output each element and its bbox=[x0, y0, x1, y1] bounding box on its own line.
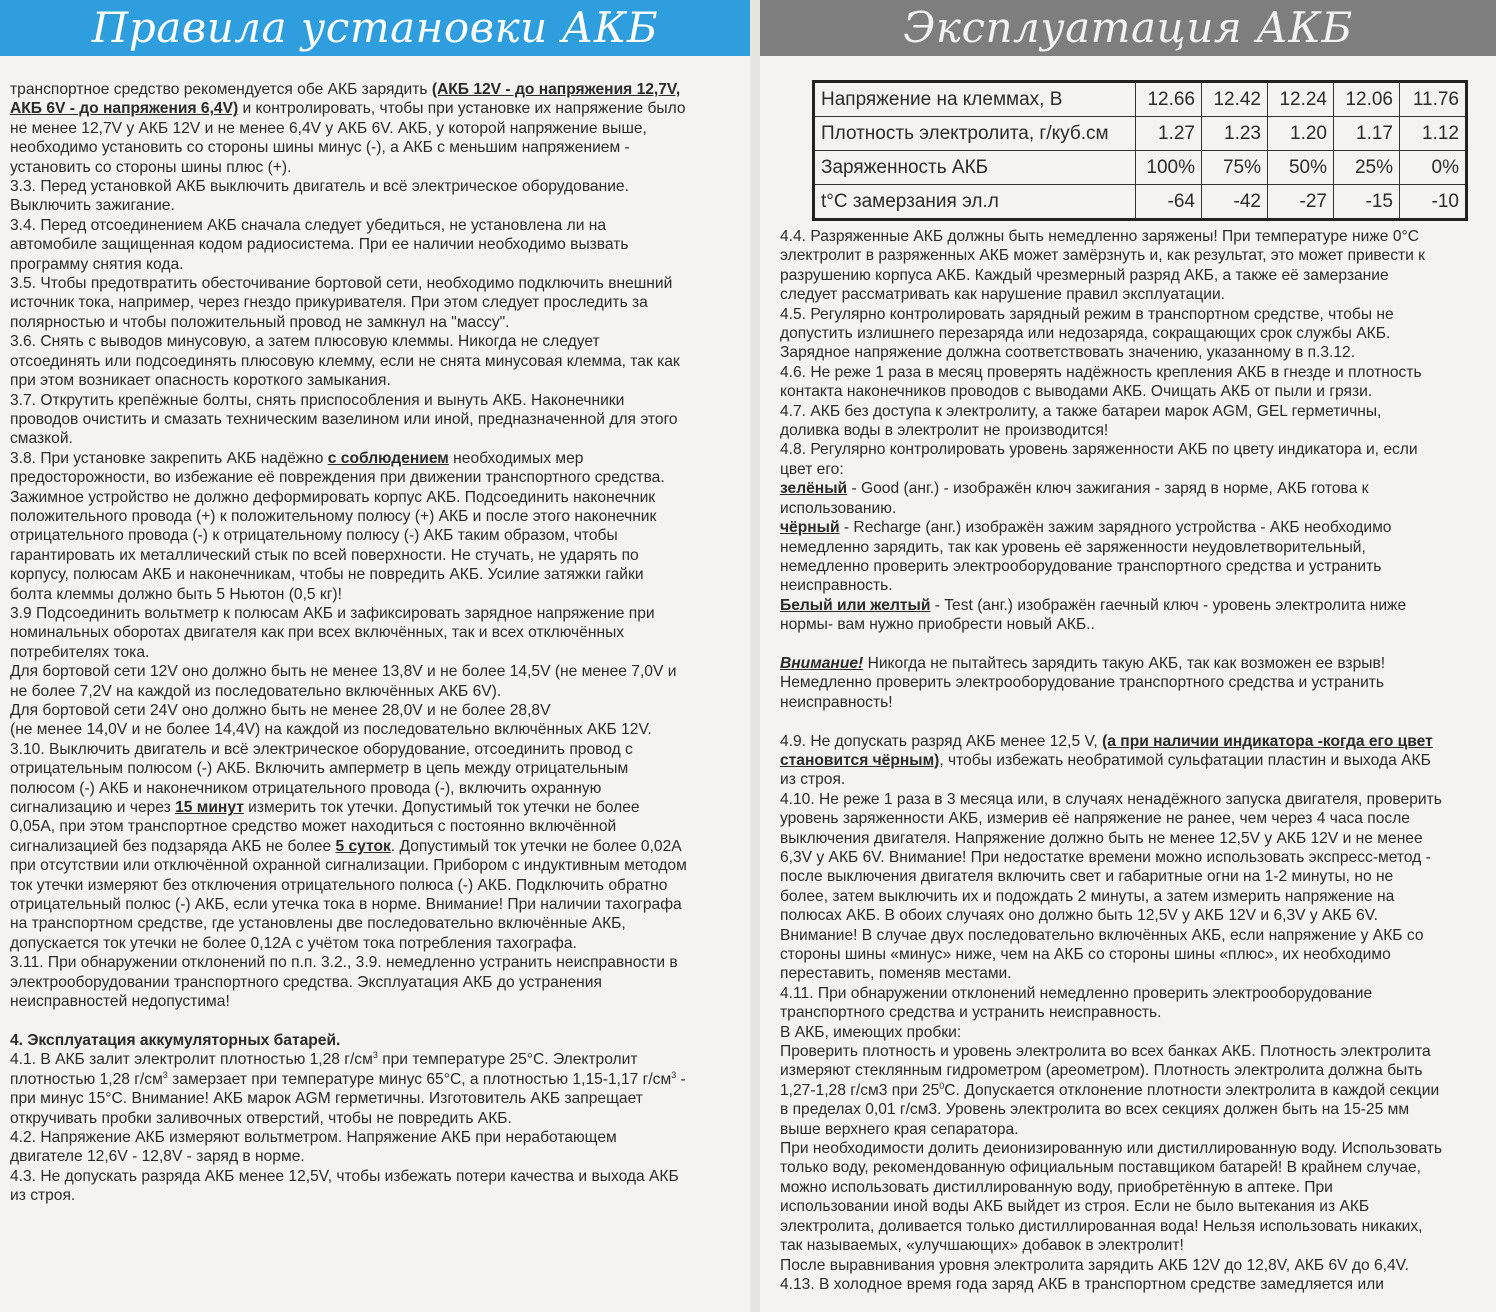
text-run: 4.2. Напряжение АКБ измеряют вольтметром. Напряжение АКБ при неработающем bbox=[10, 1128, 617, 1146]
emphasis-text: (а при наличии индикатора -когда его цвет bbox=[1102, 732, 1433, 750]
table-cell: -15 bbox=[1334, 185, 1400, 220]
text-line bbox=[10, 1128, 744, 1147]
text-line bbox=[10, 1050, 744, 1069]
text-line bbox=[10, 158, 744, 177]
table-cell: -42 bbox=[1202, 185, 1268, 220]
text-run: При необходимости долить деионизированную или дистиллированную воду. Использовать bbox=[780, 1140, 1442, 1158]
text-line bbox=[780, 964, 1490, 983]
text-line bbox=[10, 449, 744, 468]
text-run: - bbox=[676, 1070, 686, 1088]
table-cell: 12.06 bbox=[1334, 82, 1400, 117]
table-cell: -10 bbox=[1400, 185, 1467, 220]
text-line bbox=[10, 80, 744, 99]
text-run: После выравнивания уровня электролита зарядить АКБ 12V до 12,8V, АКБ 6V до 6,4V. bbox=[780, 1256, 1409, 1274]
table-row bbox=[814, 82, 1467, 117]
text-run: 4.7. АКБ без доступа к электролиту, а также батареи марок AGM, GEL герметичны, bbox=[780, 402, 1382, 420]
row-label: Заряженность АКБ bbox=[814, 151, 1136, 185]
text-line bbox=[780, 712, 1490, 731]
right-title-banner bbox=[760, 0, 1496, 56]
text-line bbox=[780, 343, 1490, 362]
text-line bbox=[780, 1158, 1490, 1177]
text-line bbox=[780, 809, 1490, 828]
text-line bbox=[10, 391, 744, 410]
text-run: из строя. bbox=[10, 1187, 76, 1205]
text-run: так называемых, «улучшающих» добавок в электролит! bbox=[780, 1237, 1184, 1255]
text-line bbox=[780, 1081, 1490, 1100]
text-run: , чтобы избежать необратимой сульфатации пластин и выхода АКБ bbox=[939, 751, 1431, 769]
text-line bbox=[10, 837, 744, 856]
text-line bbox=[10, 196, 744, 215]
table-row bbox=[814, 185, 1467, 220]
text-line bbox=[780, 926, 1490, 945]
text-run: электролита, доливается только дистиллированная вода! Нельзя использовать никаких, bbox=[780, 1217, 1423, 1235]
text-line bbox=[10, 643, 744, 662]
text-line bbox=[10, 604, 744, 623]
text-run: использованию. bbox=[780, 499, 897, 517]
text-line bbox=[10, 779, 744, 798]
text-line bbox=[10, 1186, 744, 1205]
text-line bbox=[10, 1070, 744, 1089]
right-body-text bbox=[760, 221, 1496, 1294]
text-line bbox=[10, 1012, 744, 1031]
text-line bbox=[10, 235, 744, 254]
text-line bbox=[10, 682, 744, 701]
text-run: 4.9. Не допускать разряд АКБ менее 12,5 V, bbox=[780, 732, 1103, 750]
text-line bbox=[780, 751, 1490, 770]
text-run: Для бортовой сети 12V оно должно быть не менее 13,8V и не более 14,5V (не менее 7,0V и bbox=[10, 663, 677, 681]
text-run: откручивать пробки заливочных отверстий, чтобы не повредить АКБ. bbox=[10, 1109, 512, 1127]
text-line bbox=[780, 246, 1490, 265]
text-line bbox=[10, 488, 744, 507]
text-line bbox=[780, 1178, 1490, 1197]
text-line bbox=[780, 945, 1490, 964]
text-line bbox=[780, 305, 1490, 324]
emphasis-text: Внимание! bbox=[780, 654, 864, 672]
text-run: сигнализацию и через bbox=[10, 799, 176, 817]
text-run: контакта наконечников проводов с выводами АКБ. Очищать АКБ от пыли и грязи. bbox=[780, 383, 1373, 401]
text-line bbox=[10, 99, 744, 118]
text-line bbox=[780, 402, 1490, 421]
table-cell: -27 bbox=[1268, 185, 1334, 220]
text-run: полярностью и чтобы положительный провод не замкнул на "массу". bbox=[10, 313, 510, 331]
text-run: электрооборудовании транспортного средства. Эксплуатация АКБ до устранения bbox=[10, 973, 602, 991]
text-line bbox=[10, 1147, 744, 1166]
text-line bbox=[780, 363, 1490, 382]
text-line bbox=[10, 817, 744, 836]
text-run: сигнализацией без подзаряда АКБ не более bbox=[10, 837, 336, 855]
text-run: отсоединять или подсоединять плюсовую клемму, если не снята минусовая клемма, так как bbox=[10, 352, 680, 370]
text-line bbox=[780, 421, 1490, 440]
text-line bbox=[780, 576, 1490, 595]
text-run: положительного провода (+) к положительному полюсу (+) АКБ и после этого наконечник bbox=[10, 507, 657, 525]
text-run: Внимание! В случае двух последовательно включённых АКБ, если напряжение у АКБ со bbox=[780, 926, 1424, 944]
text-line bbox=[10, 468, 744, 487]
text-run: 4.6. Не реже 1 раза в месяц проверять надёжность крепления АКБ в гнезде и плотность bbox=[780, 363, 1422, 381]
text-run: Зарядное напряжение должна соответствовать значению, указанному в п.3.12. bbox=[780, 344, 1356, 362]
text-run: при этом возникает опасность короткого замыкания. bbox=[10, 372, 391, 390]
text-run: 1,27-1,28 г/см3 при 25 bbox=[780, 1081, 940, 1099]
table-cell: 1.17 bbox=[1334, 117, 1400, 151]
emphasis-text: 4. Эксплуатация аккумуляторных батарей. bbox=[10, 1031, 341, 1049]
table-cell: 1.20 bbox=[1268, 117, 1334, 151]
text-run: цвет его: bbox=[780, 460, 844, 478]
text-line bbox=[780, 906, 1490, 925]
text-line bbox=[780, 557, 1490, 576]
text-run: на транспортном средстве, где установлены две последовательно включённые АКБ, bbox=[10, 915, 626, 933]
text-run: транспортное средство рекомендуется обе АКБ зарядить bbox=[10, 81, 432, 98]
text-run: доливка воды в электролит не производится! bbox=[780, 422, 1109, 440]
text-line bbox=[780, 732, 1490, 751]
text-line bbox=[10, 313, 744, 332]
text-line bbox=[780, 615, 1490, 634]
text-run: полюсах АКБ. В обоих случаях оно должно быть 12,5V у АКБ 12V и 6,3V у АКБ 6V. bbox=[780, 907, 1379, 925]
text-run: С. Допускается отклонение плотности электролита в каждой секции bbox=[944, 1081, 1440, 1099]
text-run: 3 bbox=[162, 1069, 168, 1080]
text-line bbox=[10, 255, 744, 274]
text-line bbox=[10, 701, 744, 720]
text-run: при минус 15°С. Внимание! АКБ марок AGM герметичны. Изготовитель АКБ запрещает bbox=[10, 1090, 643, 1108]
text-run: установить со стороны шины плюс (+). bbox=[10, 158, 292, 176]
table-row bbox=[814, 117, 1467, 151]
text-line bbox=[780, 382, 1490, 401]
text-run: Выключить зажигание. bbox=[10, 197, 175, 215]
text-line bbox=[10, 1089, 744, 1108]
text-run: допустить излишнего перезаряда или недозаряда, сокращающих срок службы АКБ. bbox=[780, 325, 1391, 343]
text-line bbox=[10, 1167, 744, 1186]
table-cell: 1.23 bbox=[1202, 117, 1268, 151]
text-line bbox=[780, 673, 1490, 692]
text-line bbox=[10, 662, 744, 681]
text-run: плотностью 1,28 г/см bbox=[10, 1070, 163, 1088]
text-run: 4.10. Не реже 1 раза в 3 месяца или, в случаях ненадёжного запуска двигателя, проверить bbox=[780, 790, 1442, 808]
text-run: 4.13. В холодное время года заряд АКБ в транспортном средстве замедляется или bbox=[780, 1275, 1384, 1293]
emphasis-text: (АКБ 12V - до напряжения 12,7V, bbox=[431, 81, 681, 98]
text-run: немедленно проверить электрооборудование транспортного средства и устранить bbox=[780, 557, 1382, 575]
text-line bbox=[780, 1217, 1490, 1236]
text-line bbox=[10, 507, 744, 526]
emphasis-text: с соблюдением bbox=[327, 449, 449, 467]
text-run: гарантировать их металлический стык по всей поверхности. Не стучать, не ударять по bbox=[10, 546, 639, 564]
text-line bbox=[10, 623, 744, 642]
text-run: измеряют стеклянным гидрометром (ареометром). Плотность электролита должна быть bbox=[780, 1062, 1423, 1080]
text-line bbox=[780, 1139, 1490, 1158]
text-line bbox=[10, 526, 744, 545]
text-line bbox=[10, 740, 744, 759]
row-label: t°С замерзания эл.л bbox=[814, 185, 1136, 220]
text-run: замерзает при температуре минус 65°С, а плотностью 1,15-1,17 г/см bbox=[167, 1070, 672, 1088]
text-line bbox=[780, 1275, 1490, 1294]
text-line bbox=[780, 635, 1490, 654]
text-run: ток утечки измеряют без отключения отрицательного полюса (-) АКБ. Подключить обратно bbox=[10, 876, 668, 894]
text-run: неисправность! bbox=[780, 693, 893, 711]
text-run: - Test (анг.) изображён гаечный ключ - уровень электролита ниже bbox=[930, 596, 1407, 614]
text-run: полюсом (-) АКБ и наконечником отрицательного провода (-), включить охранную bbox=[10, 779, 602, 797]
text-run: только воду, рекомендованную официальным поставщиком батарей! В крайнем случае, bbox=[780, 1159, 1422, 1177]
text-line bbox=[10, 274, 744, 293]
left-title: Правила установки АКБ bbox=[91, 3, 659, 52]
text-run: 3.5. Чтобы предотвратить обесточивание бортовой сети, необходимо подключить внешний bbox=[10, 275, 673, 293]
text-run: стороны шины «минус» ниже, чем на АКБ со стороны шины «плюс», их необходимо bbox=[780, 946, 1391, 963]
text-line bbox=[780, 984, 1490, 1003]
text-run: уровень заряженности АКБ, измерив её напряжение не ранее, чем через 4 часа после bbox=[780, 810, 1410, 828]
text-run: источник тока, например, через гнездо прикуривателя. При этом следует проследить за bbox=[10, 294, 648, 312]
text-line bbox=[10, 895, 744, 914]
text-run: 4.11. При обнаружении отклонений немедленно проверить электрооборудование bbox=[780, 984, 1373, 1002]
text-line bbox=[10, 177, 744, 196]
emphasis-text: становится чёрным) bbox=[780, 751, 940, 769]
text-run: в пределах 0,01 г/см3. Уровень электролита во всех секциях должен быть на 15-25 мм bbox=[780, 1101, 1410, 1119]
battery-table bbox=[812, 80, 1468, 221]
text-run: - Good (анг.) - изображён ключ зажигания - заряд в норме, АКБ готова к bbox=[847, 480, 1369, 498]
text-line bbox=[10, 371, 744, 390]
text-run: после выключения двигателя включить свет и габаритные огни на 1-2 минуты, но не bbox=[780, 868, 1394, 886]
text-line bbox=[780, 829, 1490, 848]
right-page bbox=[760, 0, 1496, 1312]
right-title: Эксплуатация АКБ bbox=[903, 3, 1353, 52]
text-run: неисправностей недопустима! bbox=[10, 993, 230, 1011]
text-line bbox=[10, 876, 744, 895]
text-line bbox=[10, 138, 744, 157]
text-line bbox=[10, 720, 744, 739]
text-line bbox=[10, 293, 744, 312]
table-cell: 25% bbox=[1334, 151, 1400, 185]
text-run: 3.8. При установке закрепить АКБ надёжно bbox=[10, 449, 328, 467]
text-run: 3.7. Открутить крепёжные болты, снять приспособления и вынуть АКБ. Наконечники bbox=[10, 391, 625, 409]
text-run: измерить ток утечки. Допустимый ток утечки не более bbox=[243, 799, 640, 817]
text-run: 4.4. Разряженные АКБ должны быть немедленно заряжены! При температуре ниже 0°С bbox=[780, 228, 1419, 245]
emphasis-text: зелёный bbox=[780, 480, 848, 498]
text-run: 4.8. Регулярно контролировать уровень заряженности АКБ по цвету индикатора и, если bbox=[780, 441, 1418, 459]
text-run: болта клеммы должно быть 5 Ньютон (0,5 кг)! bbox=[10, 585, 342, 603]
text-run: не более 7,2V на каждой из последовательно включённых АКБ 6V). bbox=[10, 682, 502, 700]
text-line bbox=[780, 324, 1490, 343]
text-line bbox=[10, 410, 744, 429]
text-line bbox=[10, 352, 744, 371]
page-gutter bbox=[750, 0, 760, 1312]
text-run: необходимых мер bbox=[448, 449, 584, 467]
table-row bbox=[814, 151, 1467, 185]
text-line bbox=[10, 798, 744, 817]
text-run: 4.5. Регулярно контролировать зарядный режим в транспортном средстве, чтобы не bbox=[780, 305, 1394, 323]
text-line bbox=[10, 565, 744, 584]
text-line bbox=[780, 440, 1490, 459]
text-run: номинальных оборотах двигателя как при всех включённых, так и всех отключённых bbox=[10, 624, 625, 642]
text-line bbox=[780, 867, 1490, 886]
text-run: при температуре 25°С. Электролит bbox=[377, 1051, 638, 1069]
text-line bbox=[780, 1003, 1490, 1022]
text-run: транспортного средства и устранить неисправность. bbox=[780, 1004, 1162, 1022]
text-run: предосторожности, во избежание её повреждения при движении транспортного средства. bbox=[10, 469, 665, 487]
text-line bbox=[10, 429, 744, 448]
text-run: В АКБ, имеющих пробки: bbox=[780, 1023, 962, 1041]
text-line bbox=[780, 460, 1490, 479]
text-run: переставить, поменяв местами. bbox=[780, 965, 1012, 983]
text-line bbox=[10, 914, 744, 933]
text-line bbox=[780, 790, 1490, 809]
text-run: немедленно зарядить, так как уровень её заряженности неудовлетворительный, bbox=[780, 538, 1366, 556]
text-run: 0 bbox=[939, 1080, 945, 1091]
text-line bbox=[10, 1031, 744, 1050]
text-run: корпусу, полюсам АКБ и наконечникам, чтобы не повредить АКБ. Усилие затяжки гайки bbox=[10, 566, 644, 584]
text-run: отрицательным полюсом (-) АКБ. Включить амперметр в цепь между отрицательным bbox=[10, 760, 629, 778]
text-run: 0,05А, при этом транспортное средство может находиться с постоянно включённой bbox=[10, 818, 617, 836]
text-run: 6,3V у АКБ 6V. Внимание! При недостатке времени можно использовать экспресс-метод - bbox=[780, 848, 1431, 866]
text-run: использовании иной воды АКБ выйдет из строя. Если не было вытекания из АКБ bbox=[780, 1198, 1370, 1216]
table-cell: -64 bbox=[1136, 185, 1202, 220]
text-line bbox=[10, 1109, 744, 1128]
text-run: (не менее 14,0V и не более 14,4V) на каждой из последовательно включённых АКБ 12V. bbox=[10, 721, 652, 739]
text-run: программу снятия кода. bbox=[10, 255, 184, 273]
text-run: допускается ток утечки не более 0,12А с учётом тока потребления тахографа. bbox=[10, 934, 577, 952]
text-line bbox=[10, 992, 744, 1011]
text-run: Проверить плотность и уровень электролита во всех банках АКБ. Плотность электролита bbox=[780, 1043, 1431, 1061]
emphasis-text: чёрный bbox=[780, 519, 840, 537]
text-run: двигателе 12,6V - 12,8V - заряд в норме. bbox=[10, 1148, 305, 1166]
text-line bbox=[10, 546, 744, 565]
text-run: отрицательного провода (-) к отрицательному полюсу (-) АКБ таким образом, чтобы bbox=[10, 527, 618, 545]
text-line bbox=[780, 518, 1490, 537]
text-run: 3 bbox=[671, 1069, 677, 1080]
text-run: более, затем выключить их и подождать 2 минуты, а затем измерить напряжение на bbox=[780, 887, 1395, 905]
text-line bbox=[780, 887, 1490, 906]
text-run: не менее 12,7V у АКБ 12V и не менее 6,4V у АКБ 6V. АКБ, у которой напряжение выше, bbox=[10, 119, 647, 137]
text-line bbox=[10, 973, 744, 992]
text-run: Никогда не пытайтесь зарядить такую АКБ, так как возможен ее взрыв! bbox=[863, 654, 1386, 672]
text-run: можно использовать дистиллированную воду, приобретённую в аптеке. При bbox=[780, 1178, 1333, 1196]
text-line bbox=[780, 848, 1490, 867]
text-line bbox=[10, 934, 744, 953]
text-run: 4.1. В АКБ залит электролит плотностью 1,28 г/см bbox=[10, 1051, 373, 1069]
table-cell: 1.12 bbox=[1400, 117, 1467, 151]
row-label: Напряжение на клеммах, В bbox=[814, 82, 1136, 117]
text-run: 3.3. Перед установкой АКБ выключить двигатель и всё электрическое оборудование. bbox=[10, 178, 629, 196]
text-line bbox=[780, 1236, 1490, 1255]
text-line bbox=[780, 499, 1490, 518]
text-run: 4.3. Не допускать разряда АКБ менее 12,5V, чтобы избежать потери качества и выхода АКБ bbox=[10, 1167, 679, 1185]
left-body-text bbox=[0, 56, 750, 1206]
table-cell: 0% bbox=[1400, 151, 1467, 185]
text-line bbox=[780, 227, 1490, 246]
text-line bbox=[10, 759, 744, 778]
text-run: автомобиле защищенная кодом радиосистема. При ее наличии необходимо вызвать bbox=[10, 236, 629, 254]
table-cell: 1.27 bbox=[1136, 117, 1202, 151]
text-run: Для бортовой сети 24V оно должно быть не менее 28,0V и не более 28,8V bbox=[10, 702, 551, 719]
text-line bbox=[780, 479, 1490, 498]
text-run: Зажимное устройство не должно деформировать корпус АКБ. Подсоединить наконечник bbox=[10, 488, 656, 506]
table-cell: 11.76 bbox=[1400, 82, 1467, 117]
text-line bbox=[780, 538, 1490, 557]
text-run: нормы- вам нужно приобрести новый АКБ.. bbox=[780, 616, 1095, 634]
emphasis-text: АКБ 6V - до напряжения 6,4V) bbox=[10, 100, 239, 118]
text-run: из строя. bbox=[780, 771, 846, 789]
text-line bbox=[780, 770, 1490, 789]
text-line bbox=[10, 119, 744, 138]
text-run: отрицательный полюс (-) АКБ, если утечка тока в норме. Внимание! При наличии тахографа bbox=[10, 896, 682, 914]
text-line bbox=[780, 1197, 1490, 1216]
table-cell: 50% bbox=[1268, 151, 1334, 185]
text-run: - Recharge (анг.) изображён зажим зарядного устройства - АКБ необходимо bbox=[839, 519, 1392, 537]
table-cell: 12.42 bbox=[1202, 82, 1268, 117]
text-run: выключения двигателя. Напряжение должно быть не менее 12,5V у АКБ 12V и не менее bbox=[780, 829, 1423, 847]
text-run: 3.11. При обнаружении отклонений по п.п. 3.2., 3.9. немедленно устранить неисправности в bbox=[10, 954, 678, 972]
text-run: 3 bbox=[372, 1050, 378, 1061]
left-title-banner bbox=[0, 0, 750, 56]
text-run: Немедленно проверить электрооборудование транспортного средства и устранить bbox=[780, 674, 1385, 692]
table-cell: 12.66 bbox=[1136, 82, 1202, 117]
text-run: разрушению корпуса АКБ. Каждый чрезмерный разряд АКБ, а также её замерзание bbox=[780, 266, 1389, 284]
emphasis-text: 5 суток bbox=[335, 837, 391, 855]
text-run: смазкой. bbox=[10, 430, 73, 448]
text-run: электролит в разряженных АКБ может замёрзнуть и, как результат, это может привести к bbox=[780, 247, 1426, 265]
text-run: неисправность. bbox=[780, 577, 893, 595]
text-run: 3.10. Выключить двигатель и всё электрическое оборудование, отсоединить провод с bbox=[10, 740, 633, 758]
text-run: . Допустимый ток утечки не более 0,02А bbox=[390, 837, 682, 855]
text-run: при отсутствии или отключённой охранной сигнализации. Прибором с индуктивным методом bbox=[10, 857, 687, 875]
table-cell: 100% bbox=[1136, 151, 1202, 185]
text-line bbox=[780, 1061, 1490, 1080]
text-line bbox=[780, 1120, 1490, 1139]
text-run: проводов очистить и смазать техническим вазелином или иной, предназначенной для этого bbox=[10, 410, 678, 428]
text-line bbox=[10, 856, 744, 875]
text-line bbox=[10, 332, 744, 351]
text-line bbox=[780, 654, 1490, 673]
text-line bbox=[780, 1100, 1490, 1119]
text-line bbox=[10, 585, 744, 604]
text-line bbox=[780, 266, 1490, 285]
emphasis-text: 15 минут bbox=[175, 799, 244, 817]
text-run: 3.6. Снять с выводов минусовую, а затем плюсовую клеммы. Никогда не следует bbox=[10, 333, 600, 351]
text-run: потребителях тока. bbox=[10, 643, 150, 661]
text-line bbox=[10, 216, 744, 235]
table-cell: 12.24 bbox=[1268, 82, 1334, 117]
text-line bbox=[780, 693, 1490, 712]
text-line bbox=[780, 596, 1490, 615]
emphasis-text: Белый или желтый bbox=[780, 596, 931, 614]
text-line bbox=[780, 1256, 1490, 1275]
row-label: Плотность электролита, г/куб.см bbox=[814, 117, 1136, 151]
text-line bbox=[780, 1042, 1490, 1061]
text-run: и контролировать, чтобы при установке их напряжение было bbox=[238, 100, 686, 118]
text-line bbox=[10, 953, 744, 972]
table-cell: 75% bbox=[1202, 151, 1268, 185]
text-run: выше верхнего края сепаратора. bbox=[780, 1120, 1019, 1138]
text-run: 3.9 Подсоединить вольтметр к полюсам АКБ и зафиксировать зарядное напряжение при bbox=[10, 604, 655, 622]
text-run: следует рассматривать как нарушение правил эксплуатации. bbox=[780, 286, 1225, 304]
text-line bbox=[780, 285, 1490, 304]
text-run: 3.4. Перед отсоединением АКБ сначала следует убедиться, не установлена ли на bbox=[10, 216, 607, 234]
text-run: необходимо установить со стороны шины минус (-), а АКБ с меньшим напряжением - bbox=[10, 139, 630, 157]
text-line bbox=[780, 1023, 1490, 1042]
